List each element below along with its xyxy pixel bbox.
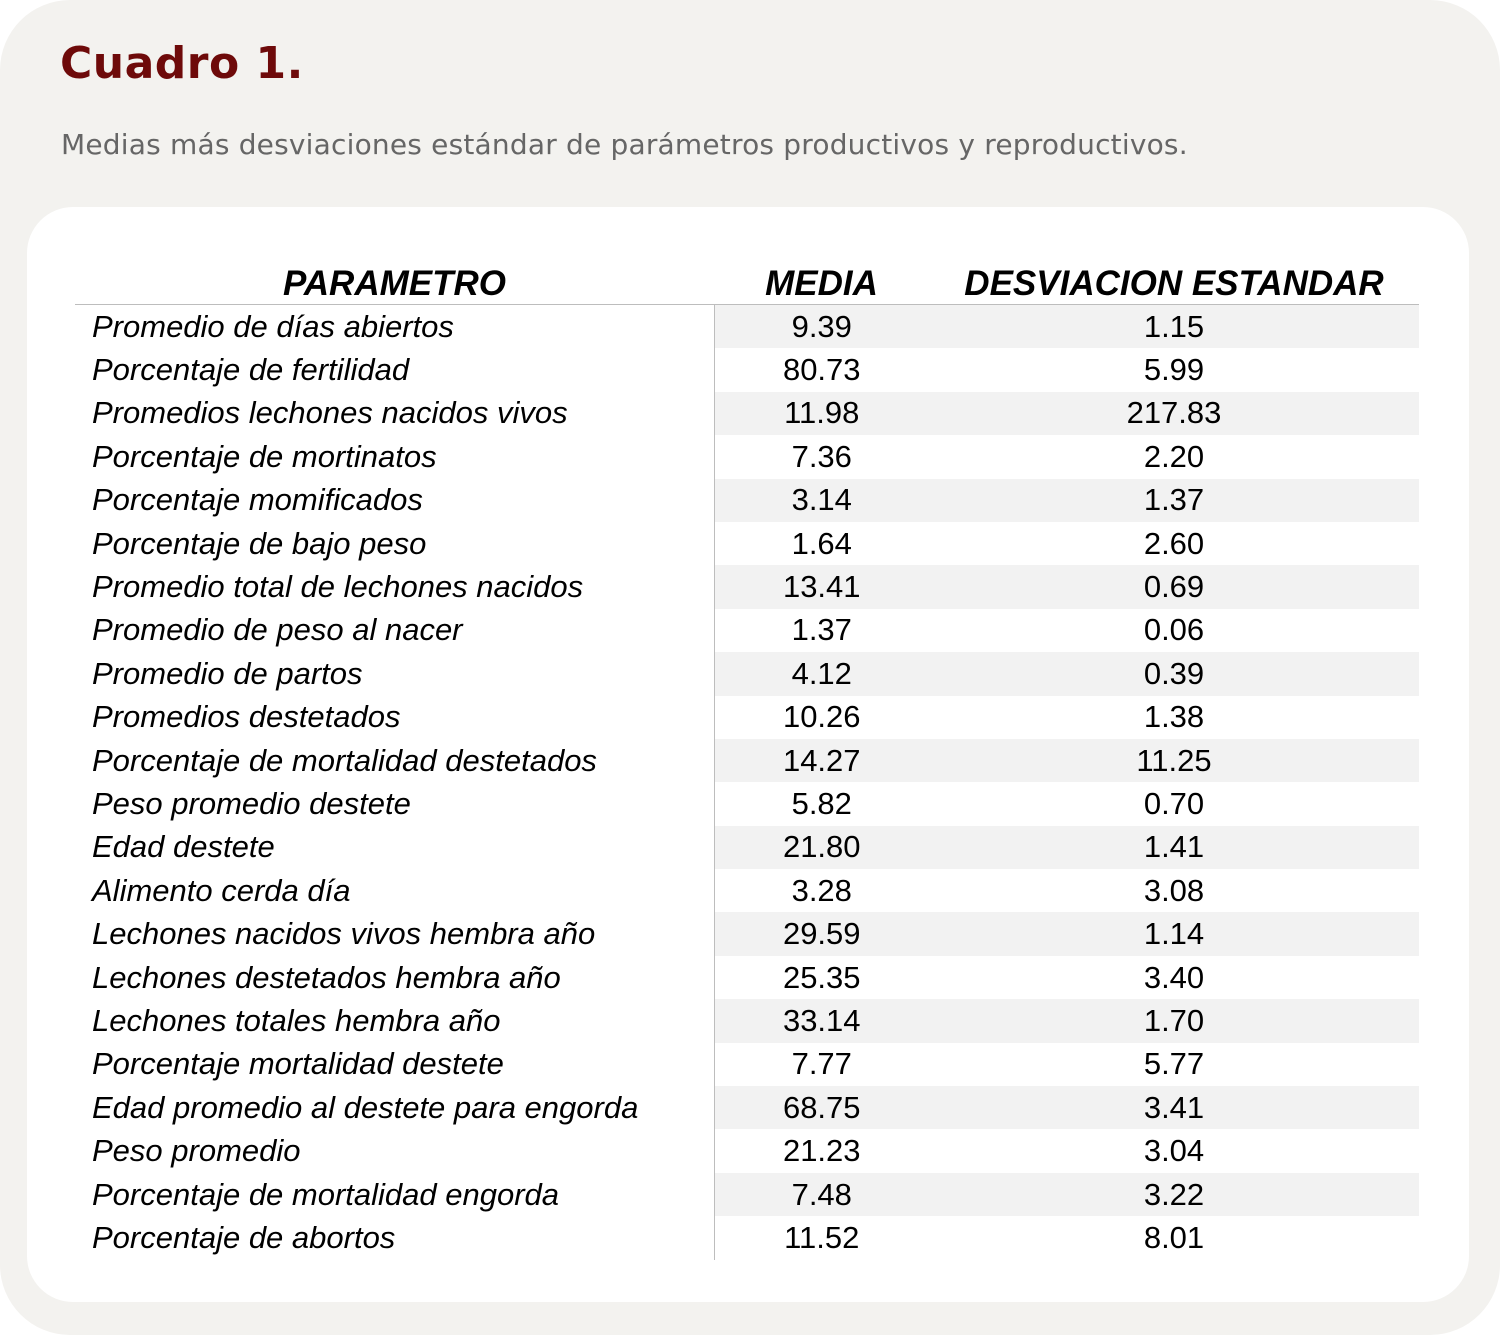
data-table	[75, 258, 1419, 1260]
desviacion-cell: 3.22	[929, 1173, 1419, 1216]
desviacion-cell: 11.25	[929, 739, 1419, 782]
desviacion-cell: 8.01	[1143, 1219, 1205, 1255]
column-header-desviacion: DESVIACION ESTANDAR	[929, 258, 1419, 305]
param-cell: Peso promedio	[75, 1129, 714, 1172]
media-cell: 7.48	[714, 1173, 929, 1216]
page-title: Cuadro 1.	[60, 38, 304, 89]
param-cell: Porcentaje de bajo peso	[75, 522, 714, 565]
param-cell: Porcentaje mortalidad destete	[75, 1043, 714, 1086]
desviacion-cell: 2.20	[1143, 438, 1205, 474]
page-subtitle: Medias más desviaciones estándar de parámetros productivos y reproductivos.	[61, 128, 1188, 161]
media-cell: 1.37	[791, 612, 852, 648]
desviacion-cell: 1.41	[929, 826, 1419, 869]
table-row	[75, 999, 1419, 1042]
param-cell: Promedio de días abiertos	[75, 305, 714, 349]
table-row	[75, 912, 1419, 955]
desviacion-cell: 0.06	[1143, 612, 1205, 648]
table-row	[75, 869, 1419, 912]
desviacion-cell: 1.15	[929, 305, 1419, 349]
param-cell: Edad promedio al destete para engorda	[75, 1086, 714, 1129]
desviacion-cell: 1.37	[929, 479, 1419, 522]
table-row	[75, 1173, 1419, 1216]
desviacion-cell: 0.39	[929, 652, 1419, 695]
table-row	[75, 305, 1419, 349]
param-cell: Peso promedio destete	[75, 782, 714, 825]
media-cell: 14.27	[714, 739, 929, 782]
param-cell: Lechones destetados hembra año	[75, 956, 714, 999]
column-header-parametro: PARAMETRO	[75, 258, 714, 305]
media-cell: 21.23	[782, 1133, 861, 1169]
table-row	[75, 435, 1419, 478]
table-row	[75, 522, 1419, 565]
param-cell: Promedio total de lechones nacidos	[75, 565, 714, 608]
media-cell: 3.14	[714, 479, 929, 522]
param-cell: Promedios lechones nacidos vivos	[75, 392, 714, 435]
param-cell: Promedio de partos	[75, 652, 714, 695]
param-cell: Porcentaje de abortos	[75, 1216, 714, 1259]
table-body	[75, 305, 1419, 1260]
media-cell: 4.12	[714, 652, 929, 695]
media-cell: 25.35	[782, 959, 861, 995]
media-cell: 7.36	[791, 438, 852, 474]
table-row	[75, 652, 1419, 695]
media-cell: 9.39	[714, 305, 929, 349]
param-cell: Alimento cerda día	[75, 869, 714, 912]
table-row	[75, 348, 1419, 391]
param-cell: Edad destete	[75, 826, 714, 869]
param-cell: Porcentaje de mortalidad destetados	[75, 739, 714, 782]
desviacion-cell: 3.40	[1143, 959, 1205, 995]
table-row	[75, 956, 1419, 999]
param-cell: Lechones nacidos vivos hembra año	[75, 912, 714, 955]
media-cell: 33.14	[714, 999, 929, 1042]
media-cell: 7.77	[791, 1046, 852, 1082]
table-row	[75, 826, 1419, 869]
table-row	[75, 696, 1419, 739]
table-row	[75, 479, 1419, 522]
desviacion-cell: 1.70	[929, 999, 1419, 1042]
table-row	[75, 1216, 1419, 1259]
param-cell: Lechones totales hembra año	[75, 999, 714, 1042]
table-header-row	[75, 258, 1419, 305]
param-cell: Promedio de peso al nacer	[75, 609, 714, 652]
media-cell: 11.98	[714, 392, 929, 435]
param-cell: Promedios destetados	[75, 696, 714, 739]
table-row	[75, 565, 1419, 608]
media-cell: 13.41	[714, 565, 929, 608]
desviacion-cell: 1.14	[929, 912, 1419, 955]
desviacion-cell: 0.70	[1143, 785, 1205, 821]
param-cell: Porcentaje momificados	[75, 479, 714, 522]
param-cell: Porcentaje de mortinatos	[75, 435, 714, 478]
desviacion-cell: 0.69	[929, 565, 1419, 608]
table-row	[75, 782, 1419, 825]
desviacion-cell: 1.38	[1143, 699, 1205, 735]
media-cell: 21.80	[714, 826, 929, 869]
media-cell: 68.75	[714, 1086, 929, 1129]
desviacion-cell: 3.08	[1143, 872, 1205, 908]
table-row	[75, 609, 1419, 652]
table-row	[75, 392, 1419, 435]
desviacion-cell: 3.41	[929, 1086, 1419, 1129]
media-cell: 3.28	[791, 872, 852, 908]
table-row	[75, 1086, 1419, 1129]
media-cell: 80.73	[782, 352, 861, 388]
media-cell: 29.59	[714, 912, 929, 955]
desviacion-cell: 3.04	[1143, 1133, 1205, 1169]
param-cell: Porcentaje de mortalidad engorda	[75, 1173, 714, 1216]
media-cell: 10.26	[782, 699, 861, 735]
media-cell: 1.64	[791, 525, 852, 561]
desviacion-cell: 5.99	[1143, 352, 1205, 388]
desviacion-cell: 2.60	[1143, 525, 1205, 561]
table-row	[75, 739, 1419, 782]
desviacion-cell: 5.77	[1143, 1046, 1205, 1082]
table-row	[75, 1129, 1419, 1172]
param-cell: Porcentaje de fertilidad	[75, 348, 714, 391]
table-row	[75, 1043, 1419, 1086]
media-cell: 11.52	[784, 1219, 860, 1255]
column-header-media: MEDIA	[714, 258, 929, 305]
media-cell: 5.82	[791, 785, 852, 821]
desviacion-cell: 217.83	[929, 392, 1419, 435]
